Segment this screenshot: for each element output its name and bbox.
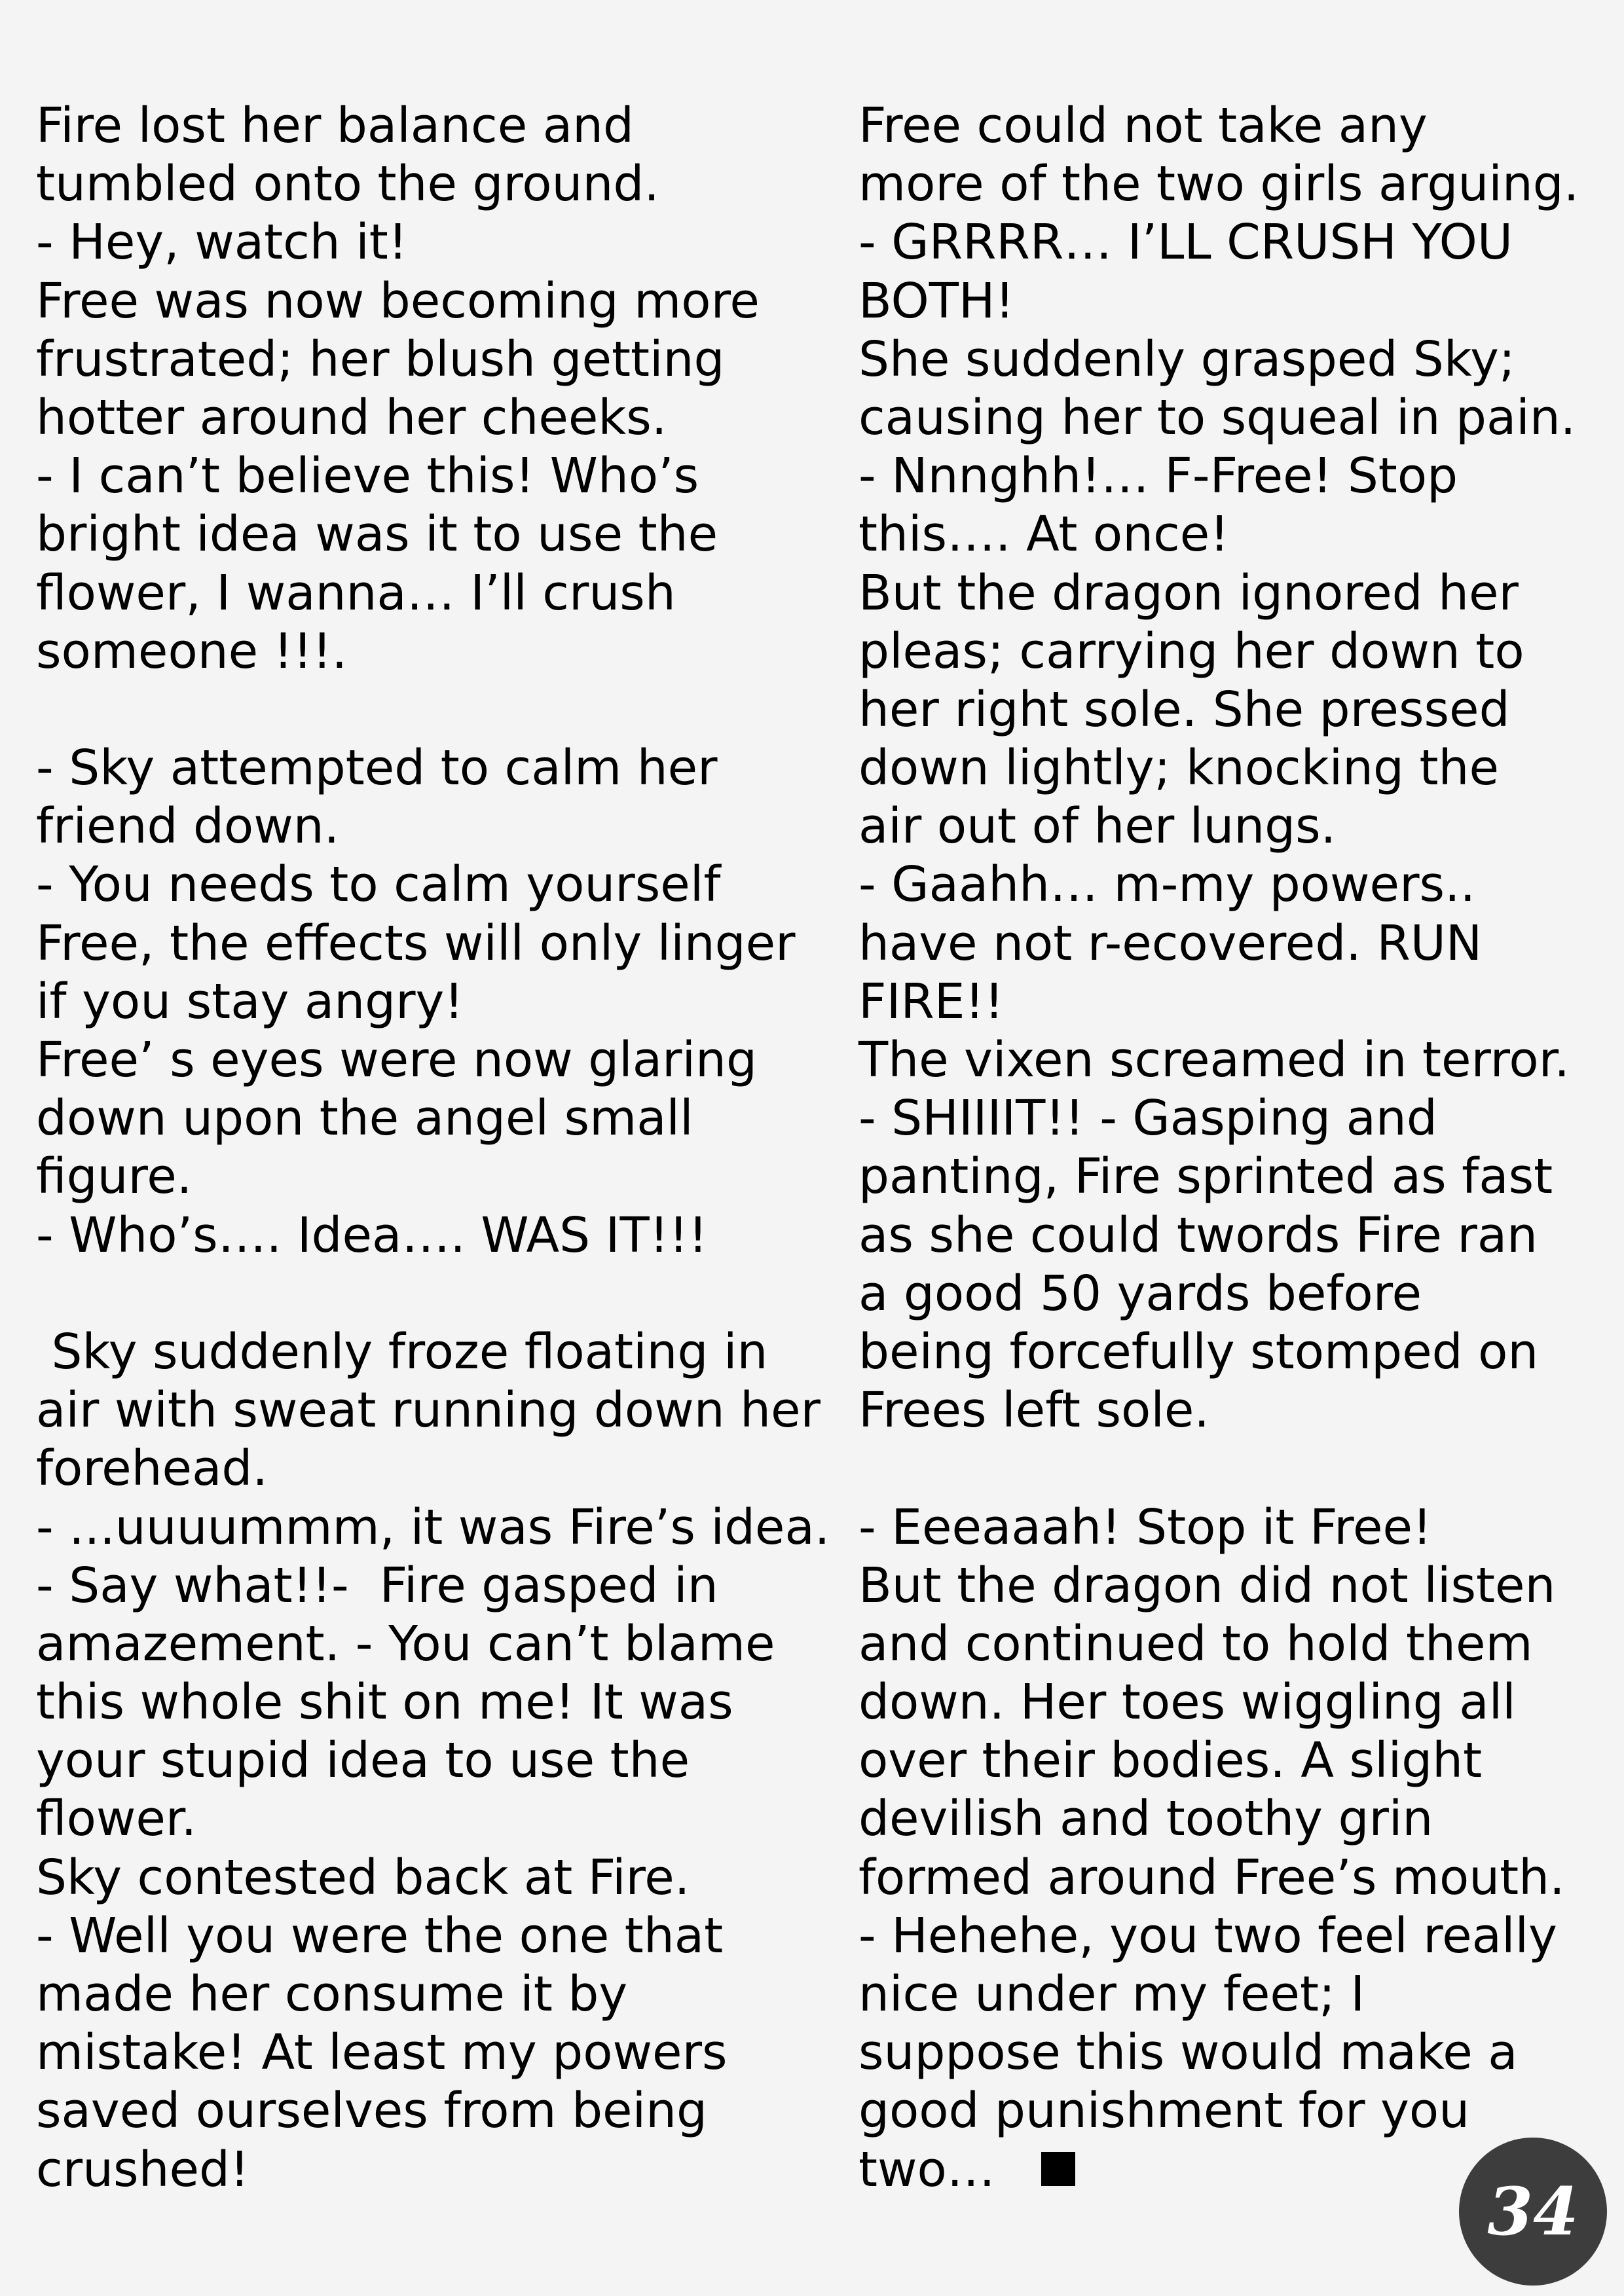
page-number: 34	[1487, 2173, 1579, 2250]
text-line: - Gaahh… m-my powers..	[858, 856, 1476, 913]
text-line: Free was now becoming more	[36, 272, 760, 329]
text-line: But the dragon did not listen	[858, 1557, 1556, 1614]
blank-line	[858, 1440, 1605, 1498]
text-line: and continued to hold them	[858, 1615, 1533, 1672]
text-line: your stupid idea to use the	[36, 1732, 690, 1789]
text-line: Frees left sole.	[858, 1382, 1209, 1439]
text-line: down. Her toes wiggling all	[858, 1674, 1516, 1731]
text-line: amazement. - You can’t blame	[36, 1615, 775, 1672]
text-line: - GRRRR… I’LL CRUSH YOU	[858, 214, 1513, 271]
end-mark-square-icon	[1041, 2152, 1075, 2186]
text-line: formed around Free’s mouth.	[858, 1849, 1565, 1906]
text-line: nice under my feet; I	[858, 1966, 1365, 2022]
text-line: air out of her lungs.	[858, 798, 1337, 855]
text-line: tumbled onto the ground.	[36, 156, 659, 213]
text-line: crushed!	[36, 2141, 249, 2198]
text-line: friend down.	[36, 798, 340, 855]
text-line: causing her to squeal in pain.	[858, 389, 1576, 446]
text-line: saved ourselves from being	[36, 2083, 708, 2140]
text-line: devilish and toothy grin	[858, 1791, 1433, 1848]
text-line: bright idea was it to use the	[36, 506, 718, 563]
text-line: - Hehehe, you two feel really	[858, 1907, 1557, 1964]
text-line: mistake! At least my powers	[36, 2024, 728, 2081]
text-line: - I can’t believe this! Who’s	[36, 448, 699, 505]
text-line: FIRE!!	[858, 973, 1004, 1030]
blank-line	[36, 681, 845, 739]
text-line: - Nnnghh!… F-Free! Stop	[858, 448, 1458, 505]
text-line: a good 50 yards before	[858, 1265, 1422, 1322]
text-line: figure.	[36, 1148, 193, 1205]
text-line: Free’ s eyes were now glaring	[36, 1032, 757, 1088]
text-line: - Eeeaaah! Stop it Free!	[858, 1499, 1432, 1556]
text-line: But the dragon ignored her	[858, 564, 1519, 621]
text-line: - ...uuuummm, it was Fire’s idea.	[36, 1499, 830, 1556]
text-line: made her consume it by	[36, 1966, 628, 2022]
blank-line	[36, 1265, 845, 1323]
text-line: have not r-ecovered. RUN	[858, 915, 1483, 972]
text-line: flower, I wanna… I’ll crush	[36, 564, 676, 621]
text-line: this whole shit on me! It was	[36, 1674, 733, 1731]
text-line: Sky suddenly froze floating in	[36, 1323, 768, 1380]
text-line: hotter around her cheeks.	[36, 389, 667, 446]
text-line: frustrated; her blush getting	[36, 331, 725, 388]
text-line: - Well you were the one that	[36, 1907, 724, 1964]
text-line: forehead.	[36, 1440, 268, 1497]
text-line: suppose this would make a	[858, 2024, 1518, 2081]
text-line: - Who’s…. Idea…. WAS IT!!!	[36, 1207, 708, 1264]
text-line: panting, Fire sprinted as fast	[858, 1148, 1553, 1205]
text-line: her right sole. She pressed	[858, 681, 1510, 738]
text-line: if you stay angry!	[36, 973, 464, 1030]
text-line: down lightly; knocking the	[858, 740, 1499, 797]
text-line: Free, the effects will only linger	[36, 915, 796, 972]
text-line: - Hey, watch it!	[36, 214, 408, 271]
text-line: - Say what!!- Fire gasped in	[36, 1557, 718, 1614]
text-line: - Sky attempted to calm her	[36, 740, 718, 797]
text-line: air with sweat running down her	[36, 1382, 821, 1439]
text-line: over their bodies. A slight	[858, 1732, 1483, 1789]
text-line: as she could twords Fire ran	[858, 1207, 1538, 1264]
text-line: flower.	[36, 1791, 197, 1848]
text-line: more of the two girls arguing.	[858, 156, 1579, 213]
text-line: She suddenly grasped Sky;	[858, 331, 1515, 388]
text-line: Sky contested back at Fire.	[36, 1849, 690, 1906]
page-number-badge	[1459, 2138, 1607, 2286]
text-line: The vixen screamed in terror.	[858, 1032, 1570, 1088]
text-line: down upon the angel small	[36, 1090, 693, 1147]
text-line: pleas; carrying her down to	[858, 623, 1524, 680]
text-line: BOTH!	[858, 272, 1015, 329]
text-line: good punishment for you	[858, 2083, 1470, 2140]
text-line: being forcefully stomped on	[858, 1323, 1539, 1380]
text-line: - SHIIIIT!! - Gasping and	[858, 1090, 1437, 1147]
left-text-column	[36, 97, 845, 2199]
text-line: - You needs to calm yourself	[36, 856, 721, 913]
text-line: Fire lost her balance and	[36, 98, 634, 154]
right-text-column	[858, 97, 1605, 2199]
text-line: this…. At once!	[858, 506, 1229, 563]
last-line-text: two…	[858, 2141, 995, 2198]
text-line: someone !!!.	[36, 623, 348, 680]
text-line: Free could not take any	[858, 98, 1428, 154]
